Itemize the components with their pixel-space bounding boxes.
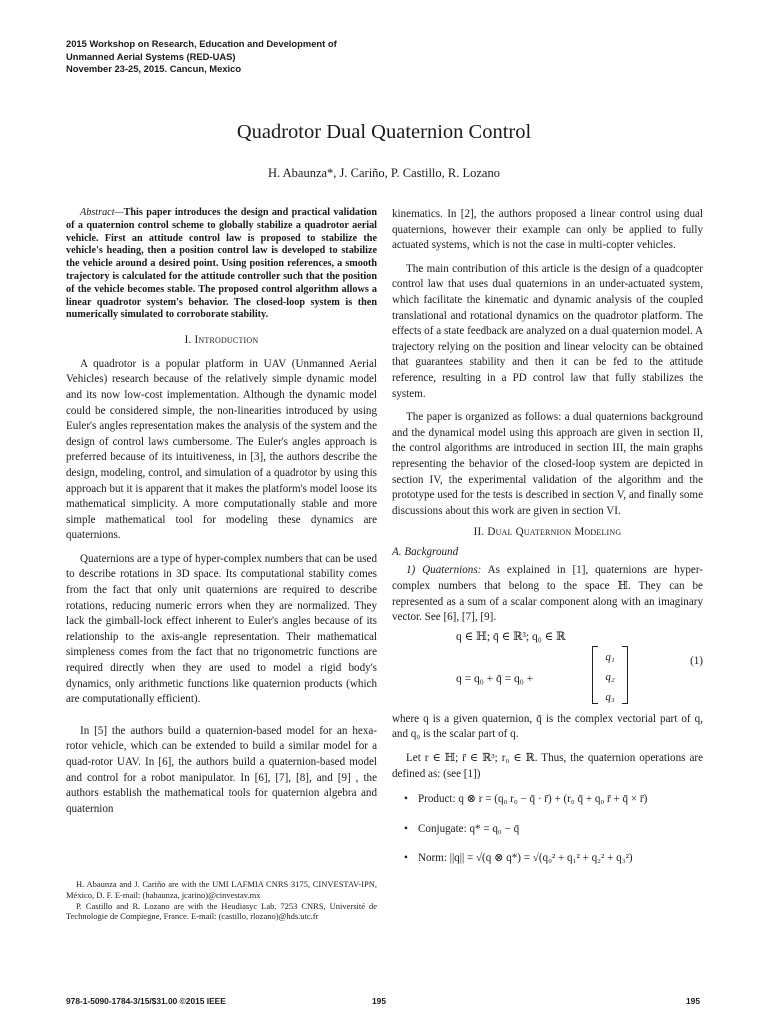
list-item-conjugate: • Conjugate: q* = q₀ − q̄: [392, 822, 703, 838]
subsection-heading-background: A. Background: [392, 545, 459, 558]
footer-page-number-center: 195: [372, 996, 386, 1006]
section-heading-introduction: I. Introduction: [184, 334, 259, 347]
abstract-text: This paper introduces the design and practical validation of a quaternion control scheme to globally stabilize a quadrotor aerial vehicle. First an attitude control law is proposed to stabilize the vehicle's heading, then a position control law is developed to stabilize the vehicle around a desired point. Using position references, a smooth trajectory is calculated for the attitude controller such that the position of the vehicle becomes stable. The proposed control algorithm allows a linear quadrotor system's behavior. The closed-loop system is then numerically simulated to corroborate stability.: [66, 207, 377, 321]
vector-entry-q2: q₂: [605, 670, 615, 683]
list-item-norm: • Norm: ||q|| = √(q ⊗ q*) = √(q₀² + q₁² + q₂² + q₃²): [392, 851, 703, 867]
paragraph-intro-1: A quadrotor is a popular platform in UAV (Unmanned Aerial Vehicles) research because of the relatively simple dynamic model and its now low-cost implementation. Although the dynamic model could be considered simple, the non-linearities introduced by using Euler's angles representation makes the analysis of the system and the design of control laws cumbersome. The Euler's angles approach is preferred because of its intuitiveness, in [3], the authors describe the design, modeling, control, and simulation of a quadrotor by using this approach but it is apparent that it makes the platform's model loose its mathematical simplicity. A more computationally stable and more simple mathematical tool for modeling these dynamics are quaternions.: [66, 357, 377, 542]
conference-header-line2: Unmanned Aerial Systems (RED-UAS): [66, 50, 236, 62]
conference-header: [66, 38, 426, 76]
equation-number: (1): [690, 654, 703, 667]
paragraph-quaternions-text: As explained in [1], quaternions are hyper-complex numbers that belong to the space ℍ. They can be represented as a sum of a scalar component along with an imaginary vector. See [6], [7], [9].: [392, 564, 703, 624]
equation-1: [392, 630, 703, 708]
paragraph-intro-2: Quaternions are a type of hyper-complex numbers that can be used to describe rotations in 3D space. Its computational stability comes from the fact that only unit quaternions are required to describe rotations, reducing numeric errors when they are normalized. They lack the gimball-lock effect inherent to Euler's angles because of its relationship to the axis-angle representation. Their mathematical simpleness comes from the fact that no trigonometric functions are required directly when they are used to model a rigid body's dynamics, only arithmetic functions like quaternion products (which are computationally efficient).: [66, 552, 377, 706]
equation-1-line2: q = q₀ + q̄ = q₀ +: [456, 672, 534, 685]
footer-page-number-right: 195: [686, 996, 700, 1006]
equation-1-line1: q ∈ ℍ; q̄ ∈ ℝ³; q₀ ∈ ℝ: [456, 630, 566, 643]
footer-copyright: 978-1-5090-1784-3/15/$31.00 ©2015 IEEE: [66, 996, 226, 1006]
abstract: [66, 207, 377, 322]
vector-entry-q3: q₃: [605, 690, 615, 703]
paragraph-intro-3-continued: kinematics. In [2], the authors proposed a linear control using dual quaternions, however their example can only be applied to fully actuated systems, which is not the case in multi-copter vehicles.: [392, 208, 703, 252]
footnote-affiliation-1: H. Abaunza and J. Cariño are with the UMI LAFMIA CNRS 3175, CINVESTAV-IPN, México, D. F. E-mail: (habaunza, jcarino)@cinvestav.mx: [66, 879, 377, 900]
conference-header-line1: 2015 Workshop on Research, Education and Development of: [66, 38, 337, 49]
vector-entry-q1: q₁: [605, 650, 615, 663]
paragraph-intro-4: The main contribution of this article is the design of a quadcopter control law that uses dual quaternions in an under-actuated system, which facilitate the kinematic and dynamic analysis of the coupled translational and rotational dynamics on the quadrotor platform. The effects of a state feedback are analyzed on a dual quaternion model. A trajectory relying on the position and linear velocity can be obtained that guarantees stability and then it can be fed to the attitude reference, resulting in a PD control law that fully stabilizes the system.: [392, 262, 703, 400]
author-footnote: [66, 879, 377, 922]
paragraph-intro-3: In [5] the authors build a quaternion-based model for an hexa-rotor vehicle, which can be extended to build a similar model for a quad-rotor UAV. In [6], the authors build a quaternion-based model and control for a robot manipulator. In [6], [7], [8], and [9] , the authors establish the mathematical tools for quaternion algebra and quaternion: [66, 724, 377, 815]
paragraph-where: where q is a given quaternion, q̄ is the complex vectorial part of q, and q₀ is the scalar part of q.: [392, 712, 703, 741]
quaternion-operations-list: [392, 792, 703, 867]
section-heading-dual-quaternion: II. Dual Quaternion Modeling: [473, 526, 622, 539]
right-column: [392, 207, 703, 881]
author-list: H. Abaunza*, J. Cariño, P. Castillo, R. Lozano: [268, 166, 500, 180]
paragraph-quaternions: [392, 563, 703, 625]
paper-title: Quadrotor Dual Quaternion Control: [236, 121, 532, 143]
abstract-lead: Abstract—: [80, 207, 124, 218]
paragraph-label-quaternions: 1) Quaternions:: [406, 564, 482, 577]
conference-header-line3: November 23-25, 2015. Cancun, Mexico: [66, 63, 242, 75]
footnote-affiliation-2: P. Castillo and R. Lozano are with the Heudiasyc Lab. 7253 CNRS, Université de Technologie de Compiegne, France. E-mail: (castillo, rlozano)@hds.utc.fr: [66, 900, 377, 922]
paragraph-intro-5: The paper is organized as follows: a dual quaternions background and the dynamical model using this approach are given in section II, the control algorithms are introduced in section III, the main graphs representing the behavior of the closed-loop system are depicted in section IV, the experimental validation of the algorithm and the prototype used for the tests is described in section V, and finally some discussions about this work are given in section VI.: [392, 411, 703, 517]
list-item-product: • Product: q ⊗ r = (q₀ r₀ − q̄ · r̄) + (r₀ q̄ + q₀ r̄ + q̄ × r̄): [392, 792, 703, 808]
paragraph-let: Let r ∈ ℍ; r̄ ∈ ℝ³; r₀ ∈ ℝ. Thus, the quaternion operations are defined as: (see [1]): [392, 752, 703, 780]
equation-1-vector: [592, 646, 628, 704]
left-column: [66, 207, 377, 817]
